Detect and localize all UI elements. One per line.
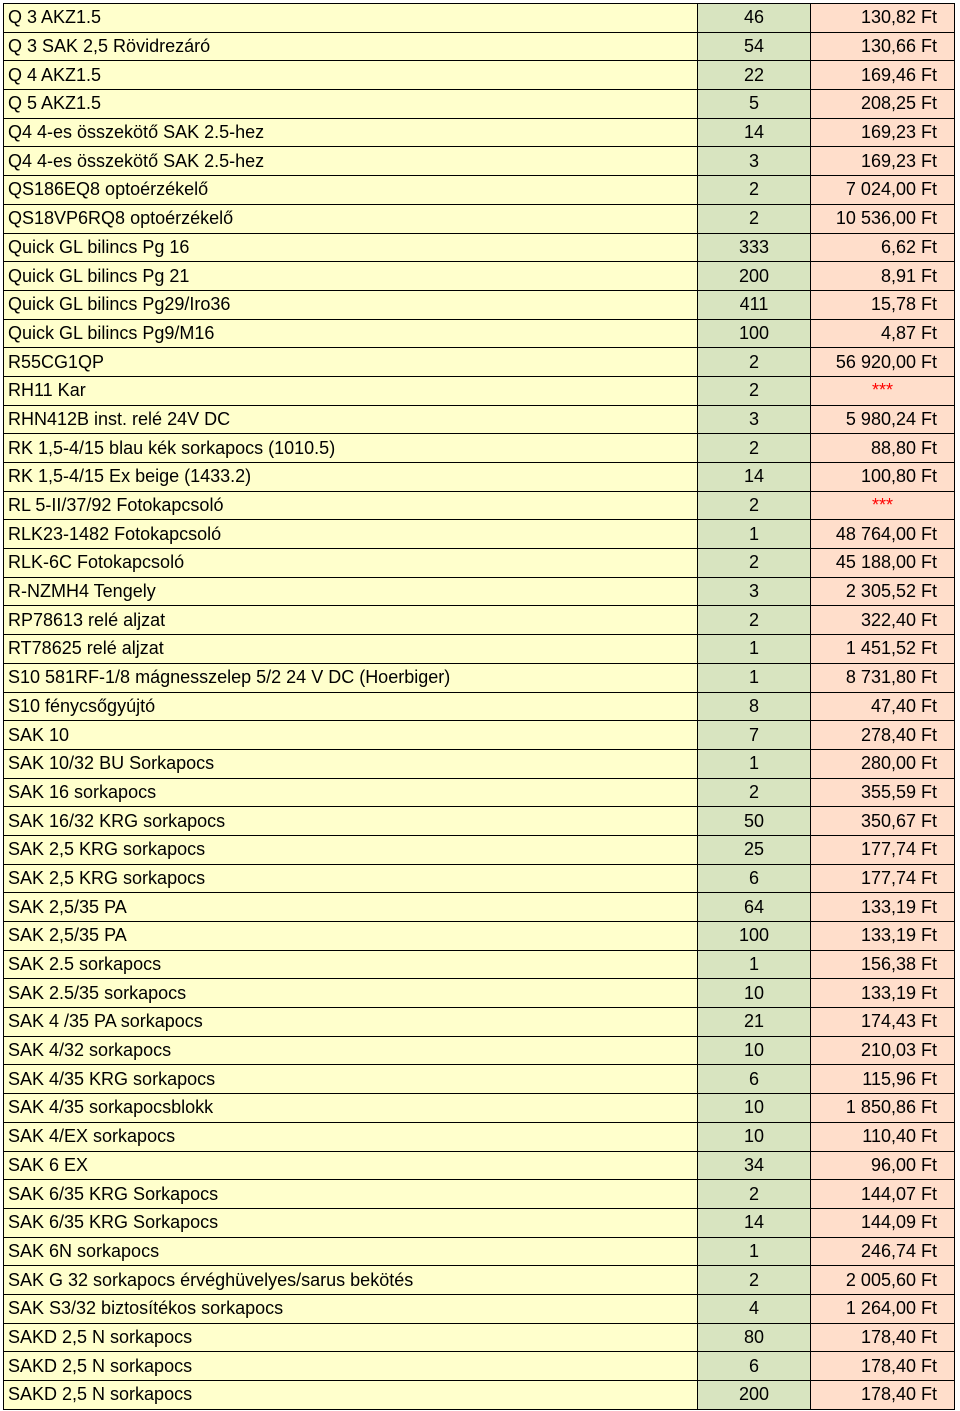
quantity-cell: 3 [698, 578, 811, 607]
quantity-cell: 46 [698, 4, 811, 33]
price-cell: 280,00 Ft [811, 750, 955, 779]
price-cell: 2 305,52 Ft [811, 578, 955, 607]
table-row [4, 33, 955, 62]
part-name-cell: QS186EQ8 optoérzékelő [4, 176, 698, 205]
quantity-cell: 100 [698, 320, 811, 349]
quantity-cell: 14 [698, 119, 811, 148]
price-cell: 322,40 Ft [811, 606, 955, 635]
part-name-cell: RHN412B inst. relé 24V DC [4, 406, 698, 435]
quantity-cell: 8 [698, 693, 811, 722]
price-cell: 115,96 Ft [811, 1065, 955, 1094]
quantity-cell: 2 [698, 434, 811, 463]
part-name-cell: S10 581RF-1/8 mágnesszelep 5/2 24 V DC (Hoerbiger) [4, 664, 698, 693]
table-row [4, 721, 955, 750]
part-name-cell: SAK 10 [4, 721, 698, 750]
table-row [4, 1065, 955, 1094]
table-row [4, 635, 955, 664]
quantity-cell: 64 [698, 893, 811, 922]
table-row [4, 205, 955, 234]
part-name-cell: SAKD 2,5 N sorkapocs [4, 1324, 698, 1353]
quantity-cell: 50 [698, 807, 811, 836]
quantity-cell: 21 [698, 1008, 811, 1037]
part-name-cell: R-NZMH4 Tengely [4, 578, 698, 607]
table-row [4, 434, 955, 463]
price-cell: 8,91 Ft [811, 262, 955, 291]
table-row [4, 4, 955, 33]
price-cell: *** [811, 492, 955, 521]
part-name-cell: Q4 4-es összekötő SAK 2.5-hez [4, 147, 698, 176]
quantity-cell: 6 [698, 1065, 811, 1094]
table-row [4, 693, 955, 722]
price-cell: 88,80 Ft [811, 434, 955, 463]
price-cell: 169,46 Ft [811, 61, 955, 90]
part-name-cell: RL 5-II/37/92 Fotokapcsoló [4, 492, 698, 521]
table-row [4, 176, 955, 205]
quantity-cell: 1 [698, 1238, 811, 1267]
table-row [4, 865, 955, 894]
table-row [4, 463, 955, 492]
price-cell: 278,40 Ft [811, 721, 955, 750]
part-name-cell: Quick GL bilincs Pg9/M16 [4, 320, 698, 349]
part-name-cell: SAK 2,5 KRG sorkapocs [4, 836, 698, 865]
part-name-cell: SAK 16 sorkapocs [4, 779, 698, 808]
price-cell: 350,67 Ft [811, 807, 955, 836]
price-cell: 10 536,00 Ft [811, 205, 955, 234]
table-row [4, 492, 955, 521]
part-name-cell: SAK S3/32 biztosítékos sorkapocs [4, 1295, 698, 1324]
table-row [4, 262, 955, 291]
part-name-cell: RT78625 relé aljzat [4, 635, 698, 664]
part-name-cell: Q 3 AKZ1.5 [4, 4, 698, 33]
table-row [4, 1238, 955, 1267]
price-cell: 15,78 Ft [811, 291, 955, 320]
part-name-cell: Q 3 SAK 2,5 Rövidrezáró [4, 33, 698, 62]
table-row [4, 147, 955, 176]
quantity-cell: 100 [698, 922, 811, 951]
quantity-cell: 2 [698, 205, 811, 234]
table-row [4, 979, 955, 1008]
table-row [4, 807, 955, 836]
price-cell: 6,62 Ft [811, 234, 955, 263]
part-name-cell: RK 1,5-4/15 Ex beige (1433.2) [4, 463, 698, 492]
part-name-cell: SAKD 2,5 N sorkapocs [4, 1352, 698, 1381]
part-name-cell: SAK 4/EX sorkapocs [4, 1123, 698, 1152]
quantity-cell: 2 [698, 549, 811, 578]
price-cell: 1 264,00 Ft [811, 1295, 955, 1324]
quantity-cell: 7 [698, 721, 811, 750]
table-row [4, 1381, 955, 1410]
price-cell: 48 764,00 Ft [811, 520, 955, 549]
quantity-cell: 2 [698, 176, 811, 205]
table-row [4, 1266, 955, 1295]
table-row [4, 406, 955, 435]
quantity-cell: 1 [698, 520, 811, 549]
quantity-cell: 10 [698, 979, 811, 1008]
quantity-cell: 200 [698, 1381, 811, 1410]
part-name-cell: RLK-6C Fotokapcsoló [4, 549, 698, 578]
quantity-cell: 14 [698, 1209, 811, 1238]
quantity-cell: 25 [698, 836, 811, 865]
part-name-cell: Quick GL bilincs Pg29/Iro36 [4, 291, 698, 320]
price-cell: 246,74 Ft [811, 1238, 955, 1267]
part-name-cell: SAK 2,5/35 PA [4, 893, 698, 922]
quantity-cell: 2 [698, 492, 811, 521]
parts-table [3, 3, 955, 1410]
table-row [4, 1008, 955, 1037]
price-cell: 144,07 Ft [811, 1180, 955, 1209]
quantity-cell: 1 [698, 635, 811, 664]
quantity-cell: 5 [698, 90, 811, 119]
part-name-cell: SAK 10/32 BU Sorkapocs [4, 750, 698, 779]
table-row [4, 234, 955, 263]
quantity-cell: 1 [698, 750, 811, 779]
quantity-cell: 3 [698, 147, 811, 176]
table-row [4, 348, 955, 377]
table-row [4, 1209, 955, 1238]
part-name-cell: RK 1,5-4/15 blau kék sorkapocs (1010.5) [4, 434, 698, 463]
part-name-cell: RP78613 relé aljzat [4, 606, 698, 635]
price-cell: 355,59 Ft [811, 779, 955, 808]
quantity-cell: 1 [698, 951, 811, 980]
table-row [4, 291, 955, 320]
table-row [4, 836, 955, 865]
price-cell: 2 005,60 Ft [811, 1266, 955, 1295]
price-cell: 177,74 Ft [811, 865, 955, 894]
price-cell: 174,43 Ft [811, 1008, 955, 1037]
part-name-cell: Q 5 AKZ1.5 [4, 90, 698, 119]
table-row [4, 320, 955, 349]
quantity-cell: 14 [698, 463, 811, 492]
part-name-cell: Quick GL bilincs Pg 16 [4, 234, 698, 263]
table-row [4, 664, 955, 693]
price-cell: 144,09 Ft [811, 1209, 955, 1238]
quantity-cell: 4 [698, 1295, 811, 1324]
price-cell: 56 920,00 Ft [811, 348, 955, 377]
part-name-cell: SAK 4 /35 PA sorkapocs [4, 1008, 698, 1037]
table-row [4, 1094, 955, 1123]
price-cell: 96,00 Ft [811, 1152, 955, 1181]
price-cell: 210,03 Ft [811, 1037, 955, 1066]
table-row [4, 1295, 955, 1324]
part-name-cell: SAK G 32 sorkapocs érvéghüvelyes/sarus bekötés [4, 1266, 698, 1295]
part-name-cell: SAK 4/32 sorkapocs [4, 1037, 698, 1066]
price-cell: 47,40 Ft [811, 693, 955, 722]
price-cell: 1 850,86 Ft [811, 1094, 955, 1123]
price-cell: 5 980,24 Ft [811, 406, 955, 435]
part-name-cell: SAK 4/35 sorkapocsblokk [4, 1094, 698, 1123]
price-cell: 110,40 Ft [811, 1123, 955, 1152]
table-row [4, 1180, 955, 1209]
quantity-cell: 10 [698, 1094, 811, 1123]
table-row [4, 90, 955, 119]
part-name-cell: R55CG1QP [4, 348, 698, 377]
table-row [4, 377, 955, 406]
part-name-cell: SAK 6/35 KRG Sorkapocs [4, 1180, 698, 1209]
quantity-cell: 2 [698, 1266, 811, 1295]
part-name-cell: RH11 Kar [4, 377, 698, 406]
quantity-cell: 2 [698, 348, 811, 377]
price-cell: 130,82 Ft [811, 4, 955, 33]
price-cell: *** [811, 377, 955, 406]
table-row [4, 1352, 955, 1381]
part-name-cell: Quick GL bilincs Pg 21 [4, 262, 698, 291]
part-name-cell: SAK 6/35 KRG Sorkapocs [4, 1209, 698, 1238]
table-row [4, 119, 955, 148]
part-name-cell: RLK23-1482 Fotokapcsoló [4, 520, 698, 549]
table-row [4, 750, 955, 779]
quantity-cell: 333 [698, 234, 811, 263]
table-row [4, 549, 955, 578]
price-cell: 178,40 Ft [811, 1352, 955, 1381]
table-row [4, 606, 955, 635]
part-name-cell: Q4 4-es összekötő SAK 2.5-hez [4, 119, 698, 148]
price-cell: 178,40 Ft [811, 1381, 955, 1410]
quantity-cell: 3 [698, 406, 811, 435]
price-cell: 7 024,00 Ft [811, 176, 955, 205]
quantity-cell: 2 [698, 377, 811, 406]
table-row [4, 520, 955, 549]
price-cell: 4,87 Ft [811, 320, 955, 349]
part-name-cell: SAK 2,5/35 PA [4, 922, 698, 951]
part-name-cell: QS18VP6RQ8 optoérzékelő [4, 205, 698, 234]
price-cell: 1 451,52 Ft [811, 635, 955, 664]
part-name-cell: SAK 6 EX [4, 1152, 698, 1181]
table-row [4, 1152, 955, 1181]
quantity-cell: 22 [698, 61, 811, 90]
quantity-cell: 6 [698, 865, 811, 894]
quantity-cell: 80 [698, 1324, 811, 1353]
price-cell: 133,19 Ft [811, 922, 955, 951]
price-cell: 133,19 Ft [811, 979, 955, 1008]
price-cell: 100,80 Ft [811, 463, 955, 492]
quantity-cell: 10 [698, 1037, 811, 1066]
quantity-cell: 2 [698, 1180, 811, 1209]
part-name-cell: SAK 2.5/35 sorkapocs [4, 979, 698, 1008]
table-row [4, 1324, 955, 1353]
price-cell: 177,74 Ft [811, 836, 955, 865]
part-name-cell: Q 4 AKZ1.5 [4, 61, 698, 90]
price-cell: 130,66 Ft [811, 33, 955, 62]
table-row [4, 1037, 955, 1066]
quantity-cell: 2 [698, 779, 811, 808]
table-row [4, 61, 955, 90]
price-cell: 133,19 Ft [811, 893, 955, 922]
part-name-cell: S10 fénycsőgyújtó [4, 693, 698, 722]
quantity-cell: 10 [698, 1123, 811, 1152]
price-cell: 45 188,00 Ft [811, 549, 955, 578]
price-cell: 169,23 Ft [811, 119, 955, 148]
quantity-cell: 6 [698, 1352, 811, 1381]
part-name-cell: SAKD 2,5 N sorkapocs [4, 1381, 698, 1410]
table-row [4, 922, 955, 951]
price-cell: 208,25 Ft [811, 90, 955, 119]
quantity-cell: 2 [698, 606, 811, 635]
quantity-cell: 34 [698, 1152, 811, 1181]
quantity-cell: 411 [698, 291, 811, 320]
part-name-cell: SAK 16/32 KRG sorkapocs [4, 807, 698, 836]
price-cell: 156,38 Ft [811, 951, 955, 980]
price-cell: 8 731,80 Ft [811, 664, 955, 693]
price-cell: 178,40 Ft [811, 1324, 955, 1353]
part-name-cell: SAK 2.5 sorkapocs [4, 951, 698, 980]
part-name-cell: SAK 2,5 KRG sorkapocs [4, 865, 698, 894]
table-row [4, 779, 955, 808]
part-name-cell: SAK 4/35 KRG sorkapocs [4, 1065, 698, 1094]
table-row [4, 1123, 955, 1152]
quantity-cell: 200 [698, 262, 811, 291]
table-row [4, 578, 955, 607]
quantity-cell: 1 [698, 664, 811, 693]
table-row [4, 893, 955, 922]
quantity-cell: 54 [698, 33, 811, 62]
table-row [4, 951, 955, 980]
price-cell: 169,23 Ft [811, 147, 955, 176]
part-name-cell: SAK 6N sorkapocs [4, 1238, 698, 1267]
